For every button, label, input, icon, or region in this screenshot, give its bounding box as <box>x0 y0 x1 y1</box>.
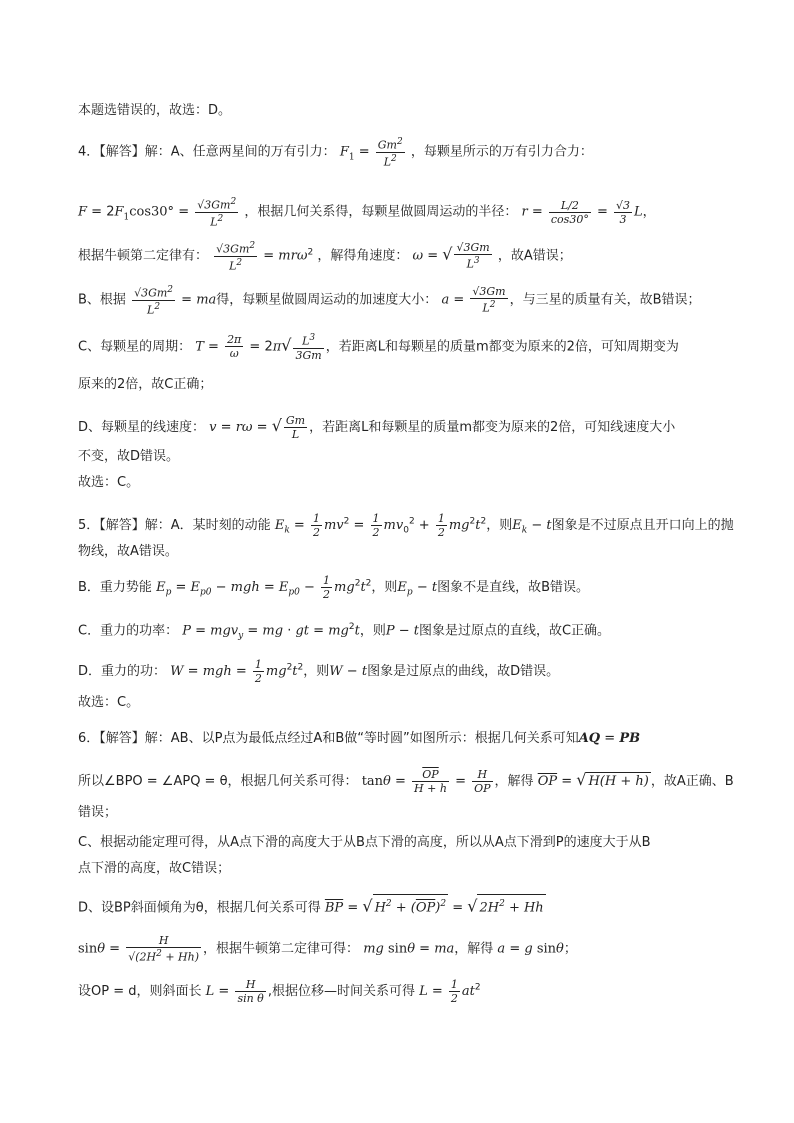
q4-line7: D、每颗星的线速度： v = rω = √ $\frac{Gm}{L}$ ，若距离L和每颗星的质量m都变为原来的2倍，可知线速度大小 <box>78 414 676 441</box>
q4-line5: C、每颗星的周期： T = $\frac{2\pi}{\omega}$ = 2π√ $\frac{L^3}{3Gm}$ ，若距离L和每颗星的质量m都变为原来的2倍，可知周期变为 <box>78 333 679 362</box>
q6-line1: 6．【解答】解：AB、以P点为最低点经过A和B做“等时圆”如图所示：根据几何关系可知AQ = PB <box>78 731 641 746</box>
q6-line6: D、设BP斜面倾角为θ，根据几何关系可得 $\overline{BP}$ = √ $H^2 + (\overline{OP})^2$ = √ $2H^2 + Hh$ <box>78 894 546 917</box>
q5-answer: 故选：C。 <box>78 695 140 710</box>
q5-line5: D．重力的功： W = mgh = $\frac{1}{2}$ $mg^2t^2$，则W − t图象是过原点的曲线，故D错误。 <box>78 658 560 685</box>
q4-line4: B、根据 $\frac{√3Gm^2}{L^2}$ = ma得，每颗星做圆周运动的加速度大小： a = $\frac{√3Gm}{L^2}$ ，与三星的质量有关，故B错误； <box>78 285 701 317</box>
q4-line3: 根据牛顿第二定律有： $\frac{√3Gm^2}{L^2}$ = mrω$^2$ ，解得角速度： ω = √ $\frac{√3Gm}{L^3}$ ，故A错误； <box>78 241 572 273</box>
q6-line2: 所以∠BPO = ∠APQ = θ，根据几何关系可得： tanθ = $\frac{\overline{OP}}{H + h}$ = $\frac{H}{OP}$ ，解得 $\overline{OP}$ = √ H(H + h) ，故A正确、B <box>78 768 734 795</box>
q6-line4: C、根据动能定理可得，从A点下滑的高度大于从B点下滑的高度，所以从A点下滑到P的速度大于从B <box>78 835 651 850</box>
q5-line2: 物线，故A错误。 <box>78 544 178 559</box>
q5-line3: B．重力势能 $E_p = E_{p0}$ − mgh = $E_{p0}$ − $\frac{1}{2}$ $mg^2t^2$，则$E_p - t$图象不是直线，故B错误。 <box>78 574 590 601</box>
q4-line2: $F = 2F_1\cos 30^\circ$ = $\frac{√3Gm^2}{L^2}$ ，根据几何关系得，每颗星做圆周运动的半径： r = $\frac{L/2}{\cos 30^\circ}$ = $\frac{√3}{3}$ L， <box>78 197 656 229</box>
q6-line8: 设OP = d，则斜面长 L = $\frac{H}{\text{sin θ}}$ ,根据位移—时间关系可得 L = $\frac{1}{2}$ $at^2$ <box>78 978 481 1005</box>
q4-line6: 原来的2倍，故C正确； <box>78 377 213 392</box>
q5-line1: 5．【解答】解：A．某时刻的动能 $E_k$ = $\frac{1}{2}$ $mv^2$ = $\frac{1}{2}$ $mv_0^2$ + $\frac{1}{2}$ $mg^2t^2$，则$E_k - t$图象是不过原点且开口向上的抛 <box>78 512 734 539</box>
q4-answer: 故选：C。 <box>78 475 140 490</box>
q6-line5: 点下滑的高度，故C错误； <box>78 861 231 876</box>
q5-line4: C．重力的功率： P = mgv$_y$ = mg · gt = $mg^2t$，则P − t图象是过原点的直线，故C正确。 <box>78 622 611 641</box>
line-conclusion: 本题选错误的，故选：D。 <box>78 103 232 118</box>
q4-line8: 不变，故D错误。 <box>78 449 180 464</box>
q6-line3: 错误； <box>78 805 118 820</box>
q4-line1: 4．【解答】解：A、任意两星间的万有引力： $F_1$ = $\frac{Gm^2}{L^2}$ ，每颗星所示的万有引力合力： <box>78 137 593 169</box>
q6-line7: sinθ = $\frac{H}{√(2H^2 + Hh)}$ ，根据牛顿第二定律可得： mg sinθ = ma，解得 a = g sinθ； <box>78 934 577 964</box>
